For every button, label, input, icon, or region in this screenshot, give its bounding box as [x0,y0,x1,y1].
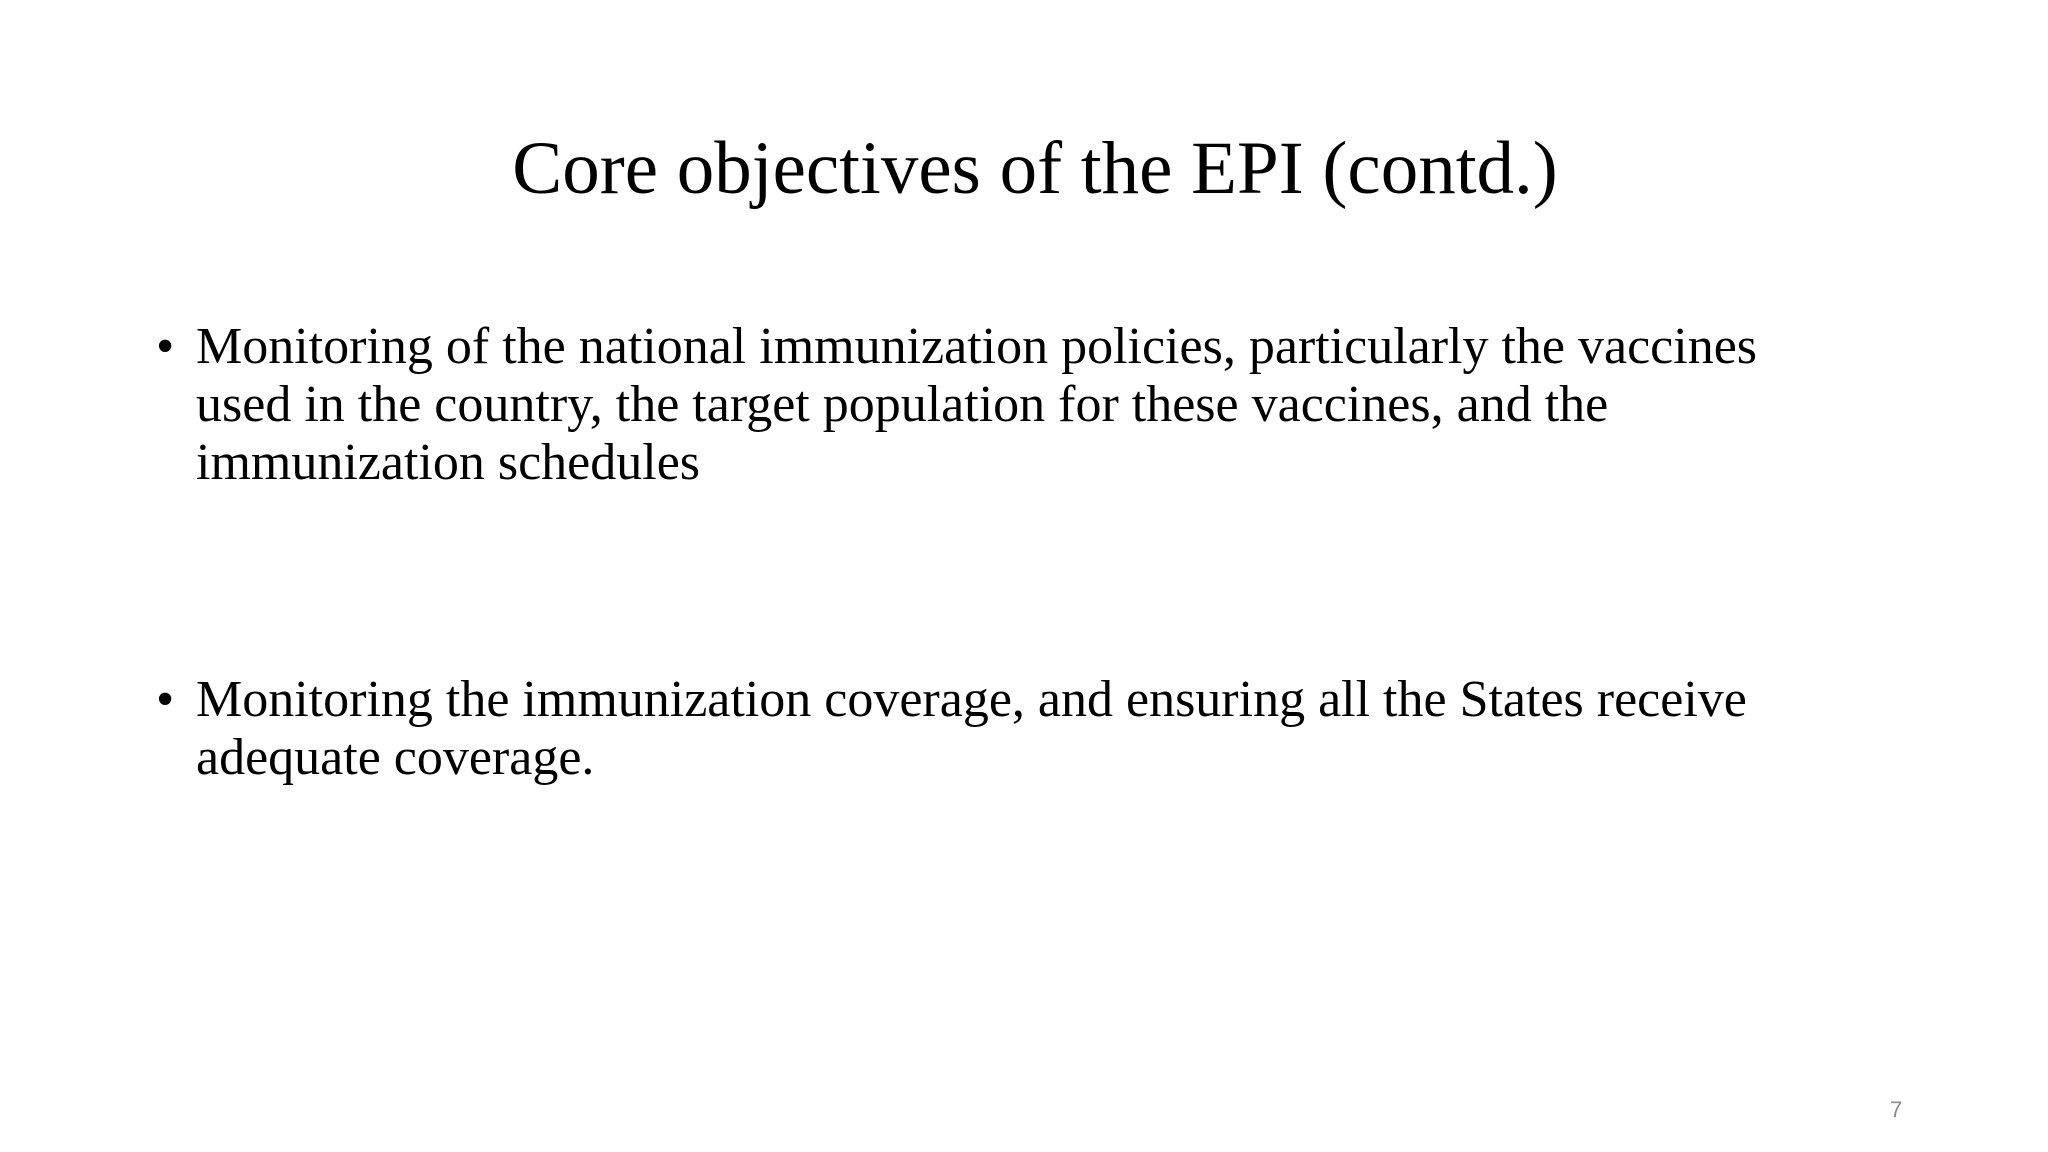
bullet-line: immunization schedules [196,434,701,491]
bullet-item-policies [156,318,1876,492]
bullet-text [196,671,1747,787]
bullet-line: Monitoring the immunization coverage, and ensuring all the States receive [196,671,1747,728]
bullet-line: used in the country, the target population for these vaccines, and the [196,376,1609,433]
bullet-line: adequate coverage. [196,729,595,786]
bullet-text [196,318,1757,492]
bullet-line: Monitoring of the national immunization policies, particularly the vaccines [196,318,1758,375]
bullet-marker: • [156,318,175,375]
bullet-item-coverage [156,671,1876,787]
page-number: 7 [1890,1097,1903,1122]
bullet-marker: • [156,671,175,728]
slide-title: Core objectives of the EPI (contd.) [512,127,1558,210]
